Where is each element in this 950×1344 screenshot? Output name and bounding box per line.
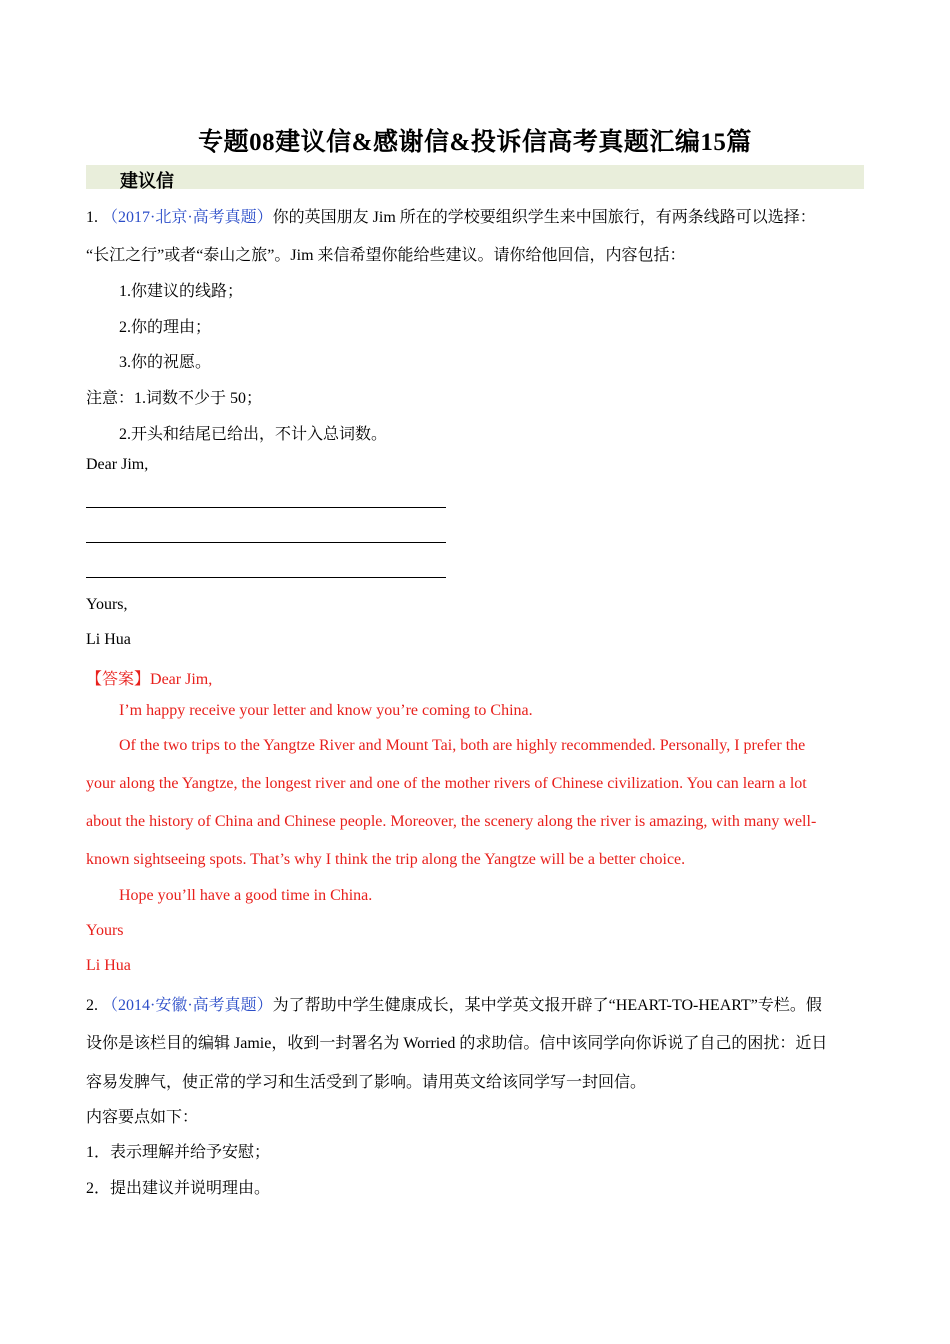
- section-label: 建议信: [120, 171, 174, 192]
- answer-closing: Yours: [86, 922, 124, 939]
- answer-paragraph-1: I’m happy receive your letter and know you’re coming to China.: [119, 702, 533, 719]
- answer-tag: 【答案】: [86, 671, 151, 688]
- answer-paragraph-2-line-1: Of the two trips to the Yangtze River and Mount Tai, both are highly recommended. Personally, I prefer the: [119, 737, 806, 754]
- answer-paragraph-2-line-3: about the history of China and Chinese people. Moreover, the scenery along the river is amazing, with many well-: [86, 813, 817, 830]
- q1-note-1: 注意：1.词数不少于 50；: [86, 390, 263, 407]
- q2-points-header: 内容要点如下：: [86, 1109, 199, 1126]
- q1-greeting: Dear Jim,: [86, 456, 149, 473]
- answer-greeting: Dear Jim,: [150, 671, 213, 688]
- q1-source: （2017·北京·高考真题）: [102, 209, 273, 226]
- q1-note-2: 2.开头和结尾已给出，不计入总词数。: [119, 426, 388, 443]
- q1-number: 1.: [86, 209, 102, 226]
- q1-line1: [86, 204, 816, 227]
- q1-closing: Yours,: [86, 596, 128, 613]
- section-header: [86, 165, 864, 192]
- q2-line2: 设你是该栏目的编辑 Jamie，收到一封署名为 Worried 的求助信。信中该同学向你诉说了自己的困扰：近日: [86, 1035, 828, 1052]
- answer-line: [86, 542, 446, 543]
- q2-point-2: 2．提出建议并说明理由。: [86, 1180, 271, 1197]
- answer-line: [86, 507, 446, 508]
- q1-line2: “长江之行”或者“泰山之旅”。Jim 来信希望你能给些建议。请你给他回信，内容包括：: [86, 247, 686, 264]
- q2-point-1: 1．表示理解并给予安慰；: [86, 1144, 271, 1161]
- q1-line1-text: 你的英国朋友 Jim 所在的学校要组织学生来中国旅行，有两条线路可以选择：: [272, 209, 816, 226]
- q1-signature: Li Hua: [86, 631, 131, 648]
- answer-paragraph-3: Hope you’ll have a good time in China.: [119, 887, 373, 904]
- answer-signature: Li Hua: [86, 957, 131, 974]
- q2-line1-text: 为了帮助中学生健康成长，某中学英文报开辟了“HEART-TO-HEART”专栏。假: [272, 997, 822, 1014]
- q2-line1: [86, 992, 822, 1015]
- q1-point-1: 1.你建议的线路；: [119, 283, 244, 300]
- q2-number: 2.: [86, 997, 102, 1014]
- answer-paragraph-2-line-2: your along the Yangtze, the longest river and one of the mother rivers of Chinese civilization. You can learn a lot: [86, 775, 807, 792]
- page-title: 专题08建议信&感谢信&投诉信高考真题汇编15篇: [198, 129, 752, 156]
- q1-answer-start: [86, 666, 212, 689]
- answer-line: [86, 577, 446, 578]
- q2-line3: 容易发脾气，使正常的学习和生活受到了影响。请用英文给该同学写一封回信。: [86, 1074, 647, 1091]
- answer-paragraph-2-line-4: known sightseeing spots. That’s why I think the trip along the Yangtze will be a better choice.: [86, 851, 686, 868]
- q1-point-3: 3.你的祝愿。: [119, 354, 212, 371]
- q1-point-2: 2.你的理由；: [119, 319, 212, 336]
- q2-source: （2014·安徽·高考真题）: [102, 997, 273, 1014]
